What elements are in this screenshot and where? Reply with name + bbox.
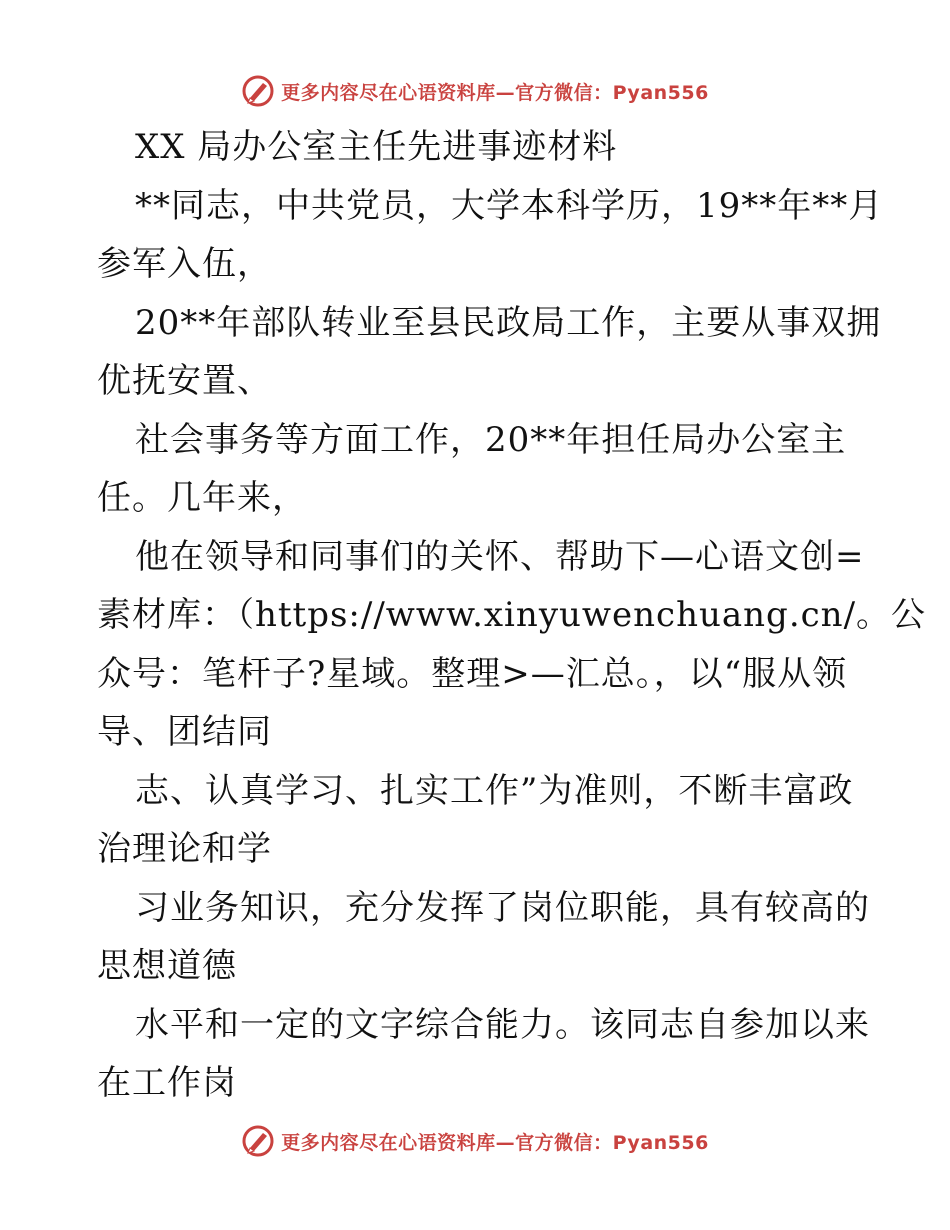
- header-banner: [0, 71, 950, 111]
- paragraph-line: 20**年部队转业至县民政局工作，主要从事双拥: [135, 302, 882, 343]
- red-pen-logo-icon: [241, 74, 275, 108]
- footer-banner-text: 更多内容尽在心语资料库—官方微信：Pyan556: [281, 1131, 709, 1154]
- paragraph-line: 导、团结同: [97, 712, 272, 752]
- paragraph-line: 治理论和学: [97, 829, 272, 869]
- paragraph-line: 参军入伍，: [97, 244, 272, 284]
- document-body: [97, 118, 927, 1113]
- paragraph-line: 志、认真学习、扎实工作”为准则，不断丰富政: [135, 770, 854, 811]
- paragraph-line: 社会事务等方面工作，20**年担任局办公室主: [135, 419, 847, 460]
- document-title: XX 局办公室主任先进事迹材料: [135, 127, 618, 167]
- paragraph-line: 众号：笔杆子?星域。整理>—汇总。，以“服从领: [97, 653, 848, 694]
- paragraph-line: 思想道德: [97, 946, 237, 986]
- paragraph-line: 优抚安置、: [97, 361, 272, 401]
- paragraph-line: **同志，中共党员，大学本科学历，19**年**月: [135, 185, 884, 226]
- paragraph-line: 素材库：（https://www.xinyuwenchuang.cn/。公: [97, 595, 927, 635]
- paragraph-line: 在工作岗: [97, 1063, 237, 1103]
- paragraph-line: 水平和一定的文字综合能力。该同志自参加以来: [135, 1004, 870, 1045]
- footer-banner: [0, 1121, 950, 1161]
- red-pen-logo-icon: [241, 1124, 275, 1158]
- paragraph-line: 任。几年来，: [97, 478, 307, 518]
- paragraph-line: 他在领导和同事们的关怀、帮助下—心语文创=: [135, 536, 865, 577]
- paragraph-line: 习业务知识，充分发挥了岗位职能，具有较高的: [135, 887, 870, 928]
- header-banner-text: 更多内容尽在心语资料库—官方微信：Pyan556: [281, 81, 709, 104]
